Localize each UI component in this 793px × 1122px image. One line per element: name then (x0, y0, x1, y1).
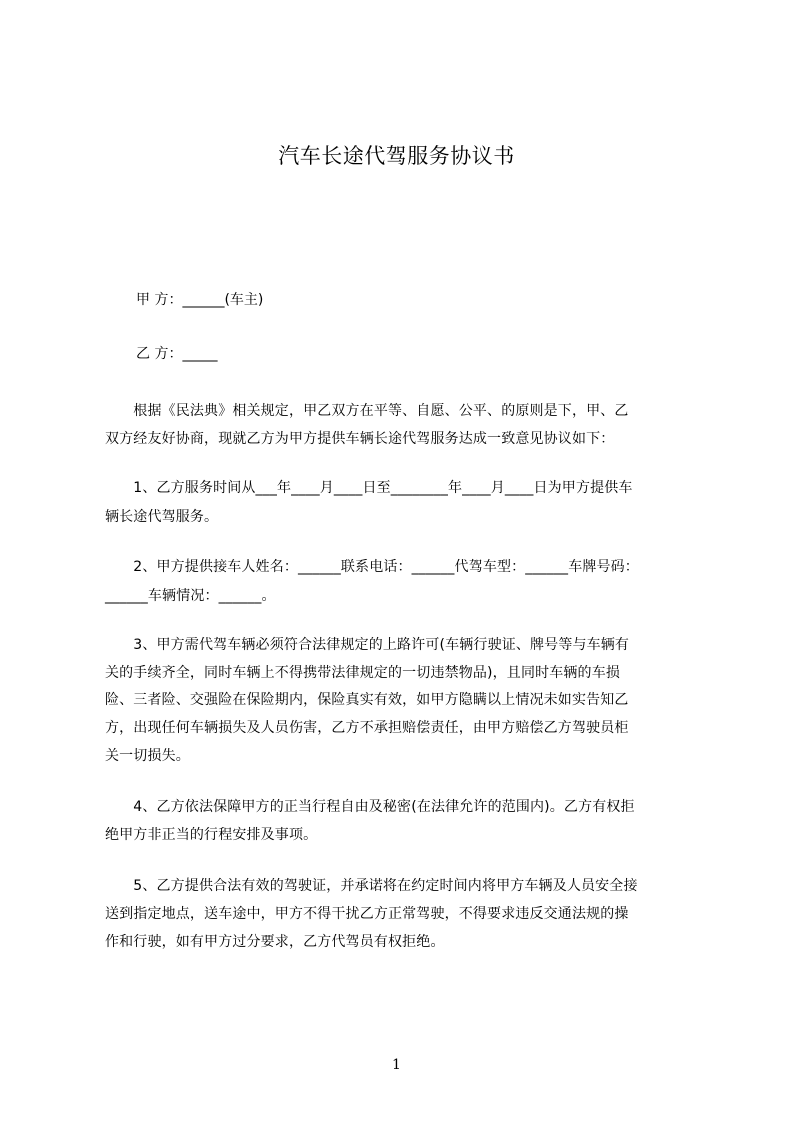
clause-5-line-3: 作和行驶，如有甲方过分要求，乙方代驾员有权拒绝。 (105, 934, 445, 950)
party-a-field: 甲 方：______(车主) (136, 292, 264, 308)
clause-3-line-5: 关一切损失。 (105, 748, 190, 764)
clause-4-line-1: 4、乙方依法保障甲方的正当行程自由及秘密(在法律允许的范围内)。乙方有权拒 (105, 799, 635, 815)
clause-3-line-1: 3、甲方需代驾车辆必须符合法律规定的上路许可(车辆行驶证、牌号等与车辆有 (105, 637, 630, 653)
clause-1-line-1: 1、乙方服务时间从___年____月____日至________年____月____日为甲方提供车 (105, 480, 633, 496)
clause-3-line-3: 险、三者险、交强险在保险期内，保险真实有效，如甲方隐瞒以上情况未如实告知乙 (105, 692, 629, 708)
intro-line-1: 根据《民法典》相关规定，甲乙双方在平等、自愿、公平、的原则是下，甲、乙 (105, 403, 629, 419)
clause-3-line-2: 关的手续齐全，同时车辆上不得携带法律规定的一切违禁物品)，且同时车辆的车损 (105, 665, 621, 681)
clause-5-line-2: 送到指定地点，送车途中，甲方不得干扰乙方正常驾驶，不得要求违反交通法规的操 (105, 906, 629, 922)
clause-1-line-2: 辆长途代驾服务。 (105, 509, 219, 525)
clause-2-line-1: 2、甲方提供接车人姓名：______联系电话：______代驾车型：______车牌号码： (105, 559, 639, 575)
clause-5-line-1: 5、乙方提供合法有效的驾驶证，并承诺将在约定时间内将甲方车辆及人员安全接 (105, 878, 638, 894)
intro-line-2: 双方经友好协商，现就乙方为甲方提供车辆长途代驾服务达成一致意见协议如下： (105, 431, 615, 447)
clause-3-line-4: 方，出现任何车辆损失及人员伤害，乙方不承担赔偿责任，由甲方赔偿乙方驾驶员柜 (105, 720, 629, 736)
document-title: 汽车长途代驾服务协议书 (278, 144, 515, 168)
clause-4-line-2: 绝甲方非正当的行程安排及事项。 (105, 827, 318, 843)
party-b-field: 乙 方：_____ (136, 346, 218, 362)
clause-2-line-2: ______车辆情况：______。 (105, 588, 276, 604)
page-number: 1 (392, 1057, 401, 1073)
